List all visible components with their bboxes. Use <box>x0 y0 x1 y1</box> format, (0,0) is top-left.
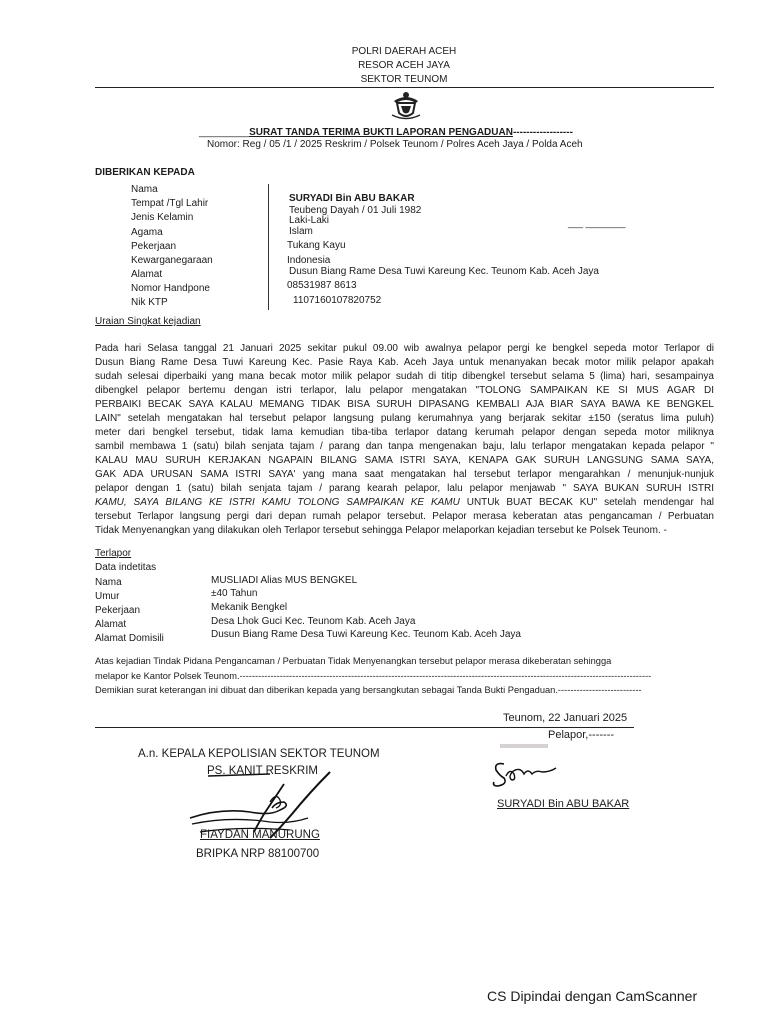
terlapor-domisili: Dusun Biang Rame Desa Tuwi Kareung Kec. Teunom Kab. Aceh Jaya <box>211 629 521 640</box>
label-alamat: Alamat <box>131 269 163 280</box>
uraian-line: meter dari bengkel tersebut, tidak lama kemudian tiba-tiba terlapor datang kerumah pelapor dengan sepeda motor miliknya <box>95 427 714 438</box>
terlapor-heading: Terlapor <box>95 548 132 559</box>
uraian-line: LAIN" setelah mengatakan hal tersebut pelapor langsung pulang kerumahnya yang berjarak sekitar ±150 (seratus lima puluh) <box>95 413 714 424</box>
terlapor-nama: MUSLIADI Alias MUS BENGKEL <box>211 575 358 586</box>
label-ttl: Tempat /Tgl Lahir <box>131 198 209 209</box>
header-line-2: RESOR ACEH JAYA <box>358 60 450 71</box>
pelapor-ttl: Teubeng Dayah / 01 Juli 1982 <box>289 205 422 216</box>
uraian-paragraph <box>95 342 714 538</box>
pelapor-alamat: Dusun Biang Rame Desa Tuwi Kareung Kec. Teunom Kab. Aceh Jaya <box>289 266 599 277</box>
uraian-line: Dusun Biang Rame Desa Tuwi Kareung Kec. Pasie Raya Kab. Aceh Jaya untuk menanyakan becak motor milik pelapor apakah <box>95 357 714 368</box>
label-pekerjaan: Pekerjaan <box>131 241 177 252</box>
pelapor-pekerjaan: Tukang Kayu <box>287 240 346 251</box>
pelapor-agama: Islam <box>289 226 313 237</box>
officer-rank: BRIPKA NRP 88100700 <box>196 848 320 860</box>
pelapor-jk: Laki-Laki <box>289 215 330 226</box>
label-terlapor-alamat: Alamat <box>95 619 127 630</box>
label-hp: Nomor Handpone <box>131 283 210 294</box>
label-nik: Nik KTP <box>131 297 168 308</box>
pelapor-name: SURYADI Bin ABU BAKAR <box>289 193 415 204</box>
pelapor-signature-icon <box>490 756 560 792</box>
uraian-line: sudah selesai diperbaiki yang mana becak motor milik pelapor sudah di titip dibengkel tersebut selama 5 (lima) hari, sesampainya <box>95 371 714 382</box>
label-agama: Agama <box>131 227 163 238</box>
police-emblem-icon <box>388 89 424 126</box>
uraian-line: sambil membawa 1 (satu) bilah senjata tajam / parang dan tanpa mengenakan baju, lalu terlapor mengatakan kepada pelapor " <box>95 441 714 452</box>
label-nama: Nama <box>131 184 158 195</box>
terlapor-umur: ±40 Tahun <box>211 588 258 599</box>
uraian-line: Tidak Menyenangkan yang dilakukan oleh Terlapor tersebut sehingga Pelapor melaporkan kejadian tersebut ke Polsek Teunom. - <box>95 525 667 536</box>
uraian-line: Pada hari Selasa tanggal 21 Januari 2025 sekitar pukul 09.00 wib awalnya pelapor pergi ke bengkel sepeda motor Terlapor di <box>95 343 714 354</box>
uraian-heading: Uraian Singkat kejadian <box>95 316 201 327</box>
place-date: Teunom, 22 Januari 2025 <box>503 712 628 724</box>
field-divider <box>268 184 269 310</box>
camscanner-watermark: CS Dipindai dengan CamScanner <box>487 988 698 1004</box>
uraian-line: KALAU MAU SURUH KERJAKAN NGAPAIN BILANG SAMA ISTRI SAYA, KENAPA GAK SURUH LANGSUNG SAMA SAYA, <box>95 455 714 466</box>
header-line-1: POLRI DAERAH ACEH <box>351 46 457 57</box>
label-jk: Jenis Kelamin <box>131 212 194 223</box>
pelapor-signed-name: SURYADI Bin ABU BAKAR <box>497 798 630 810</box>
pelapor-nik: 1107160107820752 <box>293 295 382 306</box>
terlapor-pekerjaan: Mekanik Bengkel <box>211 602 288 613</box>
label-terlapor-pekerjaan: Pekerjaan <box>95 605 141 616</box>
uraian-line: PERBAIKI BECAK SAYA KALAU MEMANG TIDAK BISA SURUH DIPASANG KEMBALI AJA BIAR SAYA BAWA KE BENGKEL <box>95 399 714 410</box>
uraian-line: GAK ADA URUSAN SAMA ISTRI SAYA' yang mana saat mengatakan hal tersebut terlapor mengarahkan / menunjuk-nunjuk <box>95 469 714 480</box>
side-blank-line: ___ ________ <box>568 218 626 228</box>
closing-line-1: Atas kejadian Tindak Pidana Pengancaman / Perbuatan Tidak Menyenangkan tersebut pelapor merasa dikeberatan sehingga <box>95 656 612 666</box>
label-terlapor-domisili: Alamat Domisili <box>95 633 164 644</box>
label-kewarganegaraan: Kewarganegaraan <box>131 255 213 266</box>
terlapor-alamat: Desa Lhok Guci Kec. Teunom Kab. Aceh Jaya <box>211 616 416 627</box>
pelapor-kewarganegaraan: Indonesia <box>287 255 331 266</box>
document-number: Nomor: Reg / 05 /1 / 2025 Reskrim / Polsek Teunom / Polres Aceh Jaya / Polda Aceh <box>207 139 583 150</box>
uraian-line: pelapor dengan 1 (satu) bilah senjata tajam / parang kearah pelapor, lalu pelapor menjawab " SAYA BUKAN SURUH ISTRI <box>95 483 714 494</box>
kanit-title: PS. KANIT RESKRIM <box>207 765 318 777</box>
an-kapolsek: A.n. KEPALA KEPOLISIAN SEKTOR TEUNOM <box>138 748 380 760</box>
section-heading-pelapor: DIBERIKAN KEPADA <box>95 167 195 178</box>
uraian-line: tersebut Terlapor langsung pergi dari depan rumah pelapor tersebut. Pelapor merasa keberatan atas pengancaman / Perbuatan <box>95 511 714 522</box>
pelapor-label: Pelapor,------- <box>548 729 615 741</box>
closing-line-3: Demikian surat keterangan ini dibuat dan diberikan kepada yang bersangkutan sebagai Tanda Bukti Pengaduan.--------------------------- <box>95 685 642 695</box>
signature-rule <box>95 727 634 728</box>
uraian-line: dibengkel pelapor bertemu dengan istri terlapor, lalu pelapor mengatakan "TOLONG SAMPAIKAN KE SI MUS AGAR DI <box>95 385 714 396</box>
pelapor-hp: 08531987 8613 <box>287 280 357 291</box>
header-line-3: SEKTOR TEUNOM <box>360 74 448 85</box>
label-data-identitas: Data indetitas <box>95 562 157 573</box>
label-terlapor-umur: Umur <box>95 591 120 602</box>
label-terlapor-nama: Nama <box>95 577 122 588</box>
ink-smudge <box>500 744 548 748</box>
document-title: _________SURAT TANDA TERIMA BUKTI LAPORAN PENGADUAN------------------ <box>199 127 573 138</box>
uraian-line: KAMU, SAYA BILANG KE ISTRI KAMU TOLONG SAMPAIKAN KE KAMU UNTUk BUAT BECAK KU" setelah mendengar hal <box>95 497 714 508</box>
officer-name: FIAYDAN MANURUNG <box>200 829 320 841</box>
header-rule <box>95 87 714 88</box>
closing-line-2: melapor ke Kantor Polsek Teunom.------------------------------------------------------------------------------------------------------------------------------------- <box>95 671 652 681</box>
